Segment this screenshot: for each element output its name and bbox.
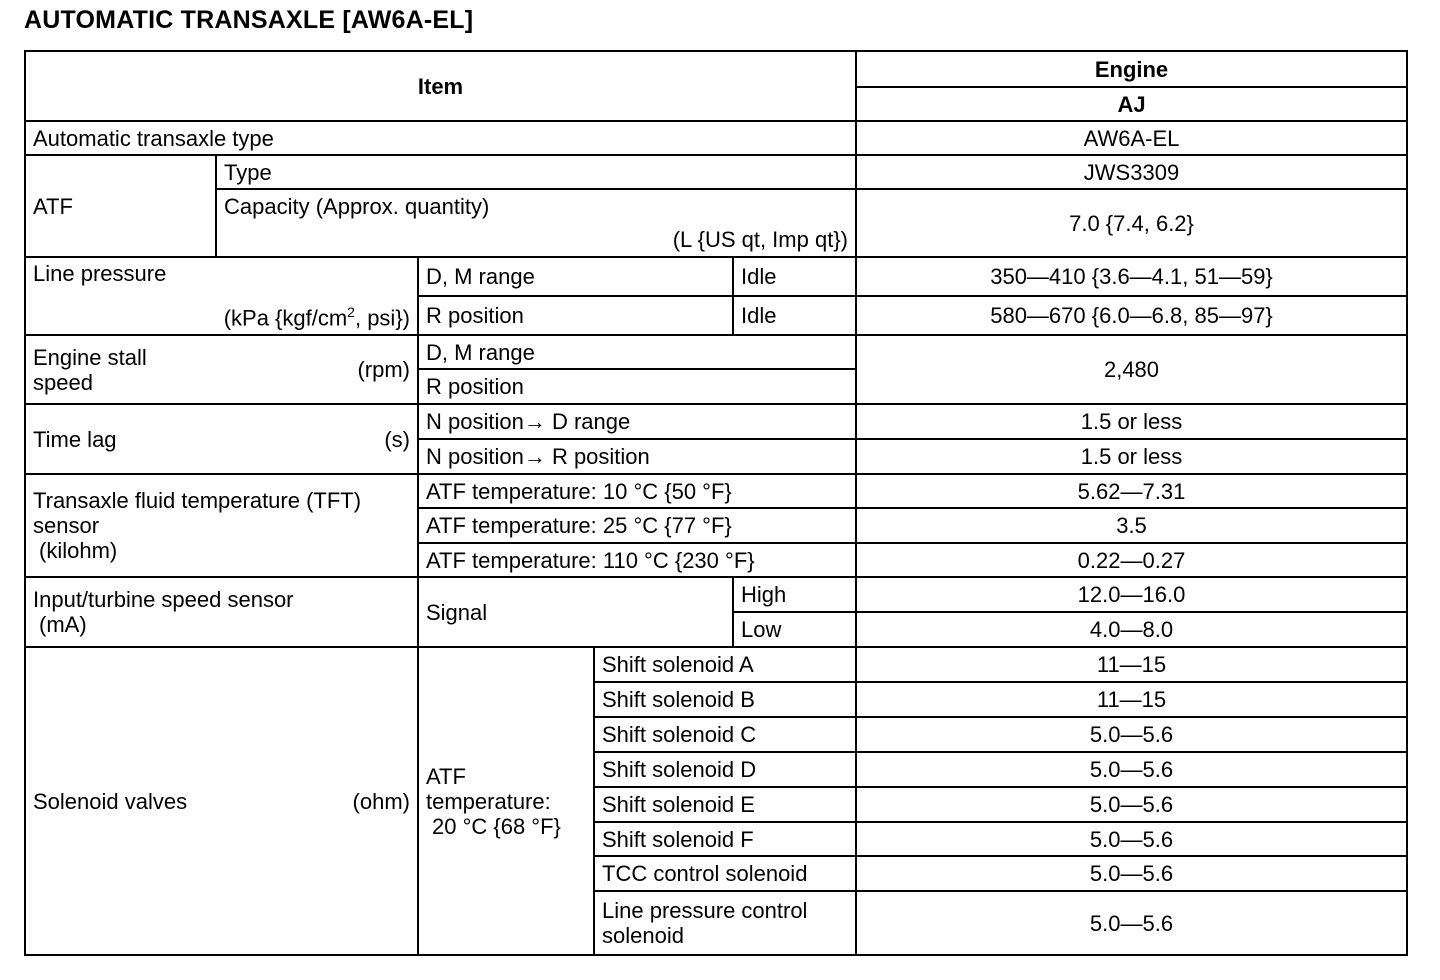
tft-sensor-value: 3.5 (856, 508, 1407, 543)
stall-speed-line: speed (33, 369, 93, 395)
table-row (25, 155, 1407, 189)
spec-table (24, 50, 1408, 956)
solenoid-name: TCC control solenoid (594, 856, 856, 891)
solenoid-name-line: Line pressure control (602, 898, 808, 923)
table-row (25, 404, 1407, 439)
stall-speed-cond: R position (418, 369, 856, 404)
solenoid-text: Solenoid valves (33, 788, 188, 814)
page-title: AUTOMATIC TRANSAXLE [AW6A-EL] (24, 6, 474, 34)
tft-sensor-cond: ATF temperature: 10 °C {50 °F} (418, 474, 856, 508)
tft-sensor-line: sensor (33, 513, 100, 538)
header-item: Item (25, 51, 856, 121)
solenoid-value: 11—15 (856, 647, 1407, 682)
stall-speed-unit: (rpm) (357, 357, 410, 382)
solenoid-value: 5.0—5.6 (856, 752, 1407, 787)
stall-speed-label-inner (33, 345, 410, 395)
atf-capacity-label (216, 189, 856, 257)
solenoid-name: Shift solenoid A (594, 647, 856, 682)
time-lag-value: 1.5 or less (856, 404, 1407, 439)
speed-sensor-state: Low (733, 612, 856, 647)
tft-sensor-line: Transaxle fluid temperature (TFT) (33, 488, 362, 513)
line-pressure-state: Idle (733, 296, 856, 335)
line-pressure-value: 580—670 {6.0—6.8, 85—97} (856, 296, 1407, 335)
speed-sensor-unit: (mA) (39, 612, 87, 637)
stall-speed-value: 2,480 (856, 335, 1407, 404)
line-pressure-text: Line pressure (33, 261, 167, 287)
solenoid-value: 5.0—5.6 (856, 891, 1407, 955)
atf-type-value: JWS3309 (856, 155, 1407, 189)
solenoid-name: Shift solenoid D (594, 752, 856, 787)
solenoid-cond-line: 20 °C {68 °F} (432, 813, 561, 839)
line-pressure-value: 350—410 {3.6—4.1, 51—59} (856, 257, 1407, 296)
atf-capacity-value: 7.0 {7.4, 6.2} (856, 189, 1407, 257)
time-lag-text: Time lag (33, 426, 117, 452)
solenoid-name: Shift solenoid E (594, 787, 856, 822)
tft-sensor-cond: ATF temperature: 110 °C {230 °F} (418, 543, 856, 577)
speed-sensor-value: 4.0—8.0 (856, 612, 1407, 647)
atf-capacity-unit: (L {US qt, Imp qt}) (672, 227, 848, 252)
solenoid-value: 5.0—5.6 (856, 856, 1407, 891)
table-row (25, 189, 1407, 257)
atf-type-label: Type (216, 155, 856, 189)
speed-sensor-label (25, 577, 418, 647)
line-pressure-state: Idle (733, 257, 856, 296)
solenoid-name: Shift solenoid B (594, 682, 856, 717)
solenoid-label-inner (33, 789, 410, 814)
solenoid-name: Shift solenoid C (594, 717, 856, 752)
unit-sup: 2 (347, 304, 355, 321)
line-pressure-unit (33, 300, 410, 330)
solenoid-unit: (ohm) (352, 788, 410, 814)
header-engine: Engine (856, 51, 1407, 87)
solenoid-cond (418, 647, 594, 955)
unit-part: , psi}) (354, 305, 410, 331)
speed-sensor-signal: Signal (418, 577, 733, 647)
speed-sensor-line: Input/turbine speed sensor (33, 587, 294, 612)
solenoid-value: 5.0—5.6 (856, 787, 1407, 822)
tft-sensor-cond: ATF temperature: 25 °C {77 °F} (418, 508, 856, 543)
solenoid-cond-line: ATF (426, 763, 466, 789)
tft-sensor-unit: (kilohm) (39, 538, 118, 563)
solenoid-name (594, 891, 856, 955)
time-lag-unit: (s) (384, 426, 410, 452)
line-pressure-cond: R position (418, 296, 733, 335)
speed-sensor-state: High (733, 577, 856, 612)
table-row (25, 577, 1407, 612)
solenoid-name-line: solenoid (602, 923, 684, 948)
solenoid-cond-line: temperature: (426, 788, 551, 814)
solenoid-value: 5.0—5.6 (856, 717, 1407, 752)
stall-speed-cond: D, M range (418, 335, 856, 369)
unit-part: (kPa {kgf/cm (223, 305, 348, 331)
line-pressure-cond: D, M range (418, 257, 733, 296)
transaxle-type-value: AW6A-EL (856, 121, 1407, 155)
table-row (25, 335, 1407, 369)
stall-speed-text (33, 345, 147, 395)
time-lag-label (25, 404, 418, 474)
tft-sensor-label (25, 474, 418, 577)
solenoid-value: 11—15 (856, 682, 1407, 717)
stall-speed-label (25, 335, 418, 404)
table-row (25, 647, 1407, 682)
header-engine-code: AJ (856, 87, 1407, 121)
solenoid-label (25, 647, 418, 955)
table-row (25, 257, 1407, 296)
table-row (25, 121, 1407, 155)
table-row (25, 474, 1407, 508)
tft-sensor-value: 5.62—7.31 (856, 474, 1407, 508)
solenoid-value: 5.0—5.6 (856, 822, 1407, 856)
time-lag-value: 1.5 or less (856, 439, 1407, 474)
time-lag-cond: N position→ R position (418, 439, 856, 474)
speed-sensor-value: 12.0—16.0 (856, 577, 1407, 612)
stall-speed-line: Engine stall (33, 344, 147, 370)
tft-sensor-value: 0.22—0.27 (856, 543, 1407, 577)
time-lag-label-inner (33, 427, 410, 452)
transaxle-type-label: Automatic transaxle type (25, 121, 856, 155)
header-row (25, 51, 1407, 87)
atf-label: ATF (25, 155, 216, 257)
solenoid-name: Shift solenoid F (594, 822, 856, 856)
line-pressure-label (25, 257, 418, 335)
time-lag-cond: N position→ D range (418, 404, 856, 439)
atf-capacity-text: Capacity (Approx. quantity) (224, 194, 490, 219)
